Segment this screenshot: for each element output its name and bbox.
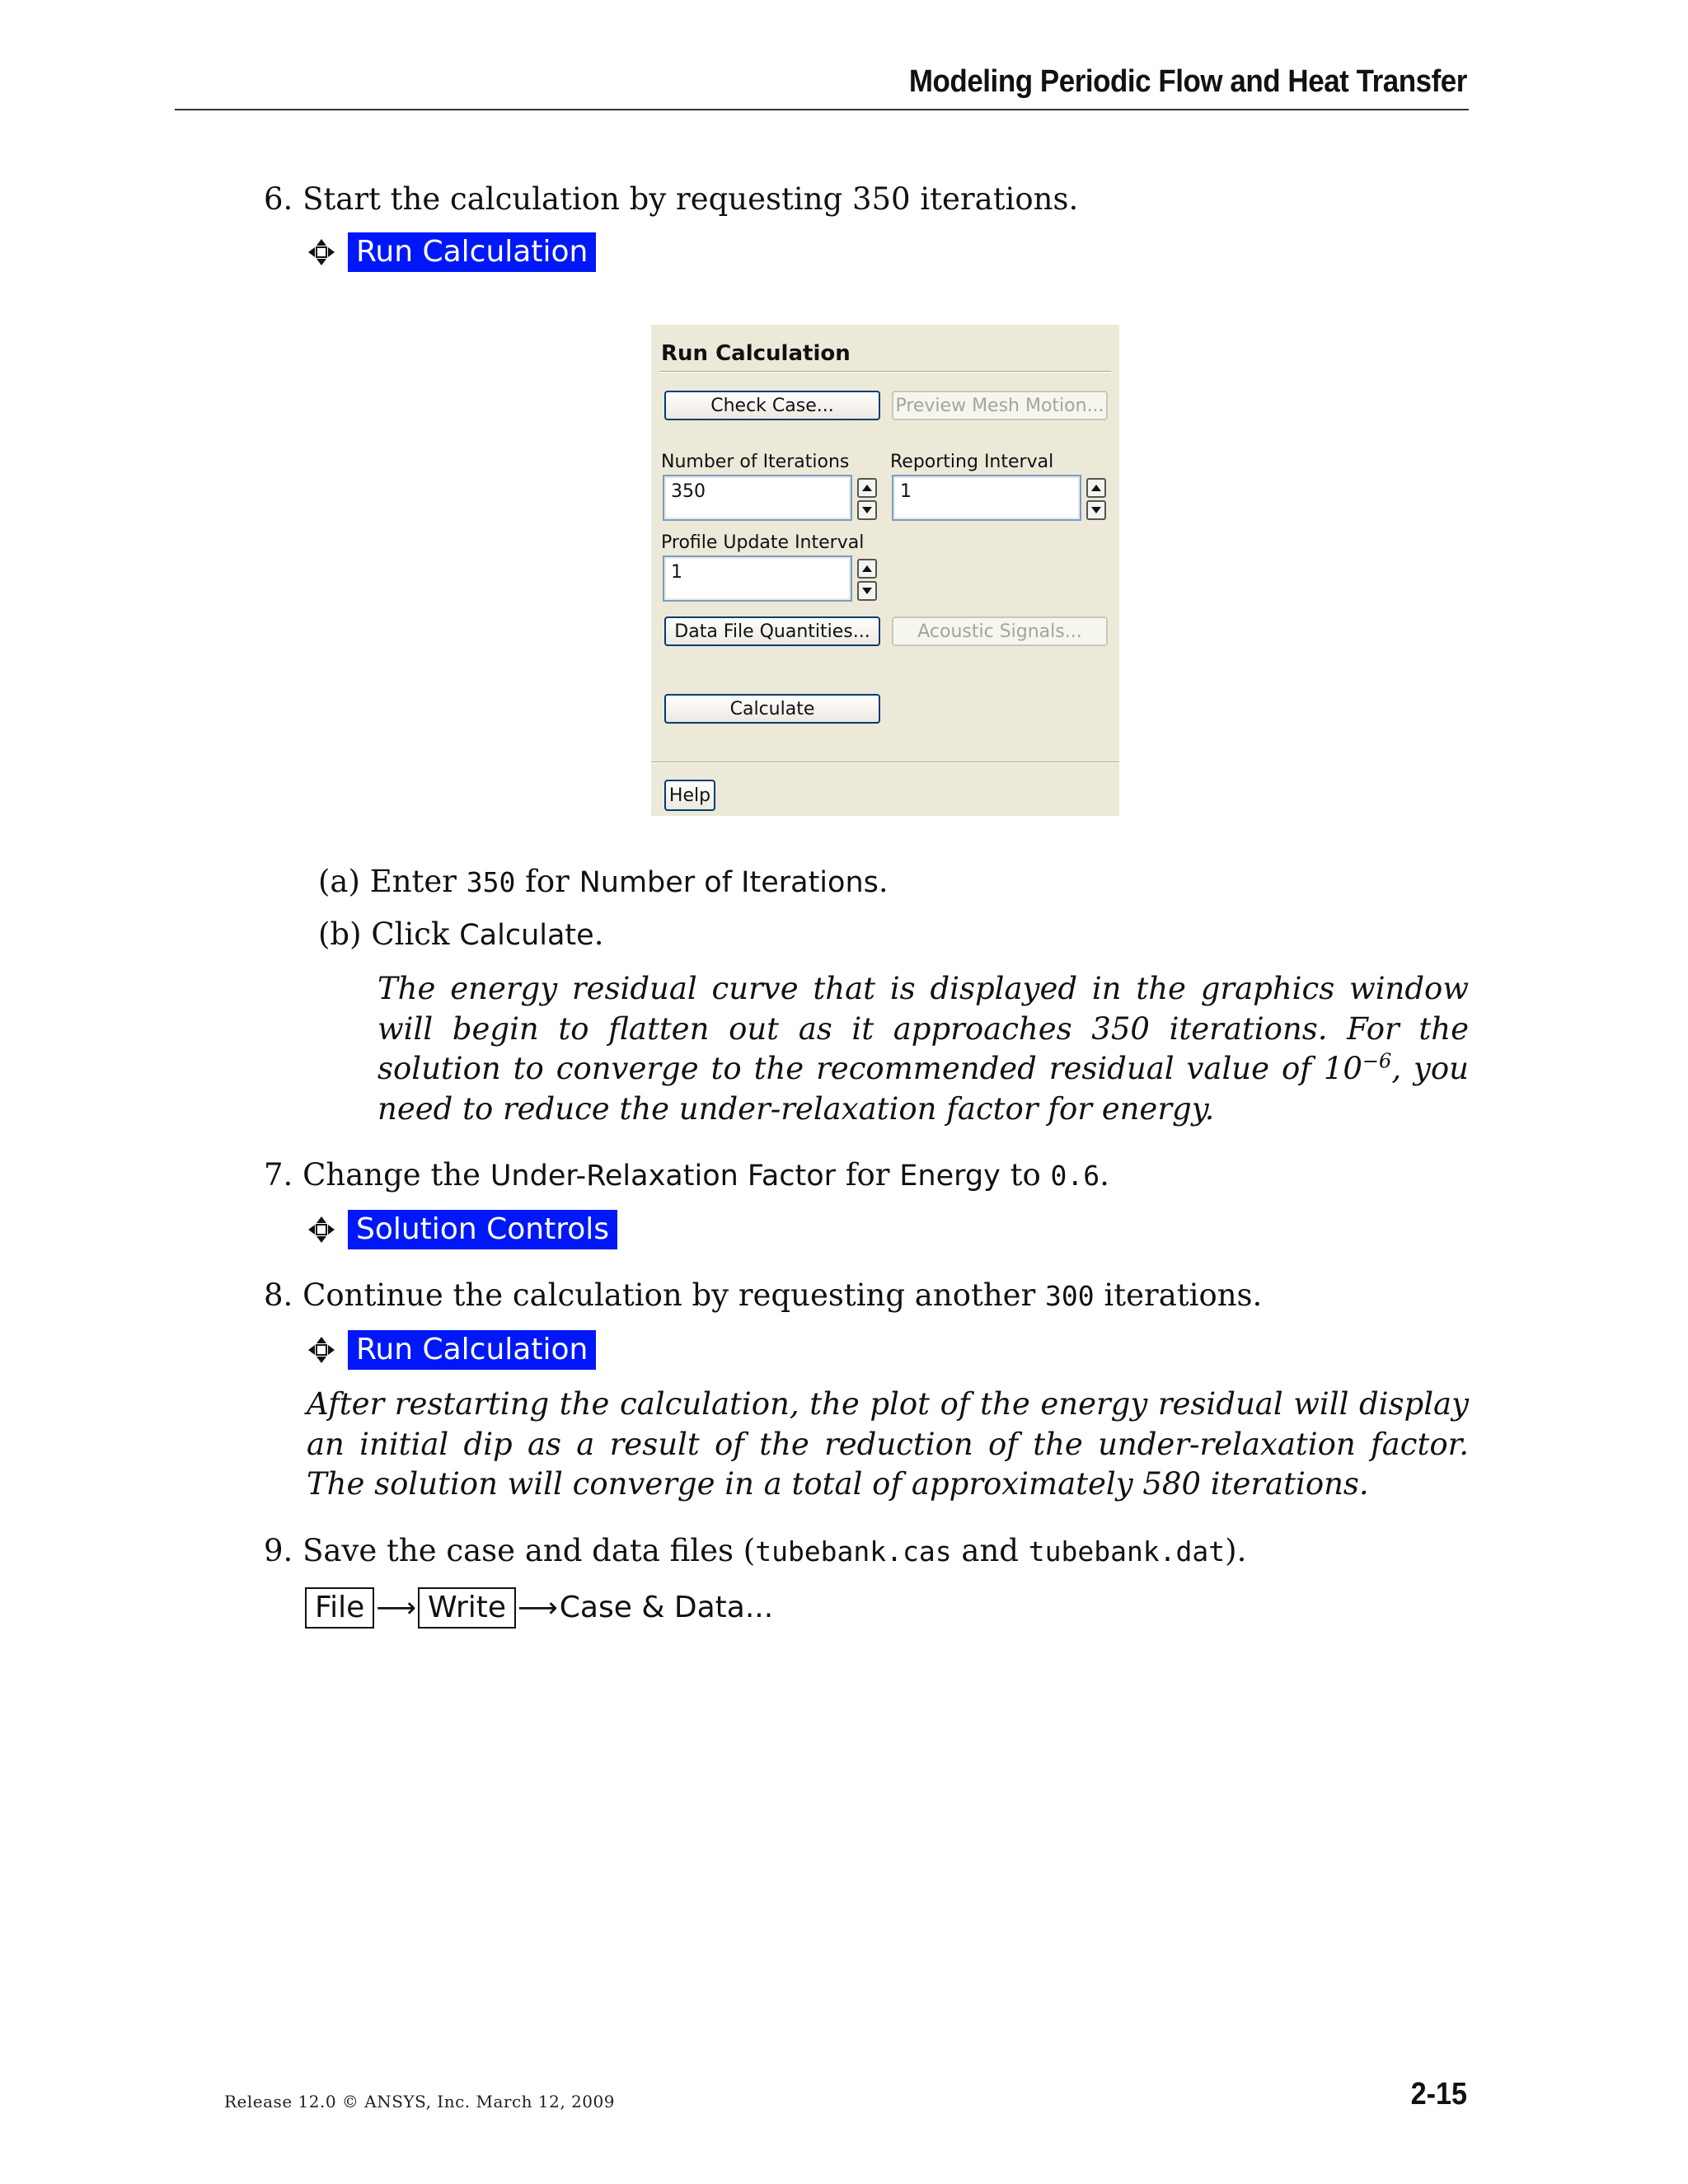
dialog-divider-highlight <box>659 372 1111 373</box>
step-text: Start the calculation by requesting 350 iterations. <box>302 181 1079 217</box>
step-text: ). <box>1225 1533 1247 1568</box>
punctuation: . <box>1100 1157 1109 1193</box>
arrow-icon: ⟶ <box>518 1591 558 1624</box>
iterations-stepper[interactable] <box>857 478 877 521</box>
menu-path <box>305 1587 773 1629</box>
profile-update-input[interactable]: 1 <box>663 555 852 602</box>
increment-icon[interactable] <box>857 478 877 498</box>
move-arrows-icon <box>307 1335 336 1365</box>
gui-link-label[interactable]: Run Calculation <box>348 1330 596 1370</box>
solution-controls-link[interactable] <box>307 1210 617 1249</box>
step-text: Change the <box>302 1157 481 1193</box>
punctuation: . <box>593 916 604 952</box>
step-text: for <box>845 1157 890 1193</box>
step-text: Continue the calculation by requesting another <box>302 1277 1036 1313</box>
acoustic-signals-button[interactable]: Acoustic Signals... <box>892 616 1108 646</box>
reporting-interval-stepper[interactable] <box>1086 478 1106 521</box>
step-text: and <box>961 1533 1019 1568</box>
step-7 <box>264 1155 1109 1196</box>
decrement-icon[interactable] <box>857 581 877 601</box>
substep-text: for <box>525 864 570 899</box>
button-name: Calculate <box>459 919 594 952</box>
gui-link-label[interactable]: Run Calculation <box>348 232 596 272</box>
run-calculation-dialog <box>651 325 1119 816</box>
arrow-icon: ⟶ <box>376 1591 416 1624</box>
data-file-quantities-button[interactable]: Data File Quantities... <box>664 616 880 646</box>
header-rule <box>175 109 1469 110</box>
page-header-title: Modeling Periodic Flow and Heat Transfer <box>908 64 1467 99</box>
run-calculation-link-1[interactable] <box>307 232 596 272</box>
step-8 <box>264 1276 1262 1316</box>
step-number: 8. <box>264 1277 293 1313</box>
page-number: 2-15 <box>1410 2077 1467 2111</box>
data-filename: tubebank.dat <box>1028 1535 1226 1568</box>
decrement-icon[interactable] <box>1086 500 1106 520</box>
step-text: to <box>1010 1157 1041 1193</box>
case-filename: tubebank.cas <box>755 1535 952 1568</box>
equation-name: Energy <box>899 1160 1001 1193</box>
footer-release: Release 12.0 © ANSYS, Inc. March 12, 2009 <box>224 2092 615 2111</box>
increment-icon[interactable] <box>857 559 877 579</box>
relaxation-value: 0.6 <box>1050 1160 1100 1192</box>
step-text: iterations. <box>1104 1277 1263 1313</box>
substep-text: Enter <box>369 864 457 899</box>
run-calculation-link-2[interactable] <box>307 1330 596 1370</box>
punctuation: . <box>878 864 889 899</box>
field-name: Under-Relaxation Factor <box>490 1160 837 1193</box>
substep-label: (b) <box>318 916 362 952</box>
preview-mesh-motion-button[interactable]: Preview Mesh Motion... <box>892 391 1108 420</box>
substep-a <box>318 862 889 902</box>
reporting-interval-input[interactable]: 1 <box>892 475 1081 521</box>
iterations-value: 350 <box>466 866 516 898</box>
restart-note: After restarting the calculation, the plot of the energy residual will display an initial dip as a result of the reduction of the under-relaxation factor. The solution will converge in a total of approximately 580 iterations. <box>307 1386 1469 1502</box>
gui-link-label[interactable]: Solution Controls <box>348 1210 617 1249</box>
step-number: 6. <box>264 181 293 217</box>
iterations-value: 300 <box>1045 1280 1095 1312</box>
increment-icon[interactable] <box>1086 478 1106 498</box>
step-text: Save the case and data files ( <box>302 1533 756 1568</box>
field-name: Number of Iterations <box>579 866 879 899</box>
substep-b <box>318 915 603 955</box>
note-text: , you need to reduce the under-relaxation factor for energy. <box>377 1051 1470 1127</box>
reporting-interval-label: Reporting Interval <box>890 452 1054 472</box>
iterations-input[interactable]: 350 <box>663 475 852 521</box>
substep-label: (a) <box>318 864 360 899</box>
profile-update-label: Profile Update Interval <box>661 532 865 553</box>
step-6 <box>264 180 1078 219</box>
dialog-footer-divider-highlight <box>651 762 1119 763</box>
step-number: 9. <box>264 1533 293 1568</box>
calculate-button[interactable]: Calculate <box>664 694 880 724</box>
help-button[interactable]: Help <box>664 780 715 811</box>
profile-update-stepper[interactable] <box>857 559 877 602</box>
iterations-label: Number of Iterations <box>661 452 850 472</box>
substep-text: Click <box>371 916 450 952</box>
menu-write[interactable]: Write <box>418 1587 516 1629</box>
check-case-button[interactable]: Check Case... <box>664 391 880 420</box>
note-text: The energy residual curve that is displayed in the graphics window will begin to flatten out as it approaches 350 iterations. For the solution to converge to the recommended residual value of 10 <box>377 971 1469 1086</box>
menu-case-and-data[interactable]: Case & Data... <box>559 1591 774 1624</box>
step-9 <box>264 1531 1246 1572</box>
exponent: −6 <box>1362 1049 1392 1073</box>
decrement-icon[interactable] <box>857 500 877 520</box>
move-arrows-icon <box>307 1215 336 1244</box>
step-number: 7. <box>264 1157 293 1193</box>
energy-residual-note <box>377 969 1469 1129</box>
dialog-title: Run Calculation <box>661 341 851 366</box>
menu-file[interactable]: File <box>305 1587 374 1629</box>
move-arrows-icon <box>307 237 336 267</box>
